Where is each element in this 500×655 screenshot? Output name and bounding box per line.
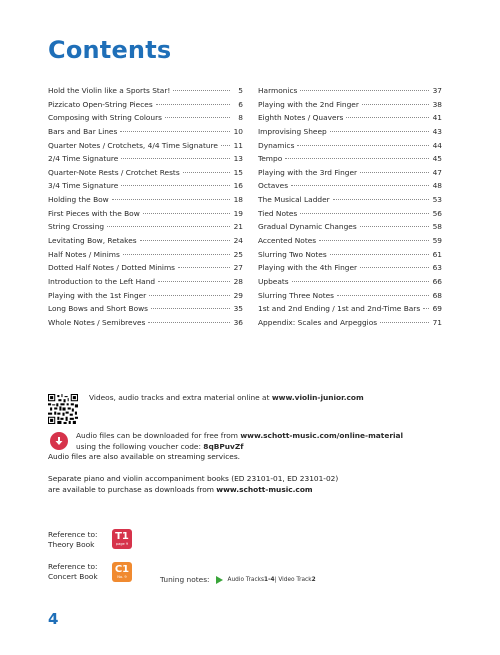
toc-dot-leader [423, 307, 429, 309]
toc-entry[interactable] [258, 152, 442, 166]
toc-entry-page: 29 [233, 290, 243, 300]
toc-dot-leader [291, 184, 429, 186]
reference-label: Reference to: [48, 530, 98, 539]
toc-entry[interactable] [48, 125, 243, 139]
toc-left-column [48, 84, 243, 330]
badge-code: C1 [114, 563, 130, 575]
toc-dot-leader [297, 144, 429, 146]
toc-entry[interactable] [48, 139, 243, 153]
toc-entry-title: Dynamics [258, 140, 295, 150]
reference-book-name: Theory Book [48, 540, 95, 549]
toc-entry-title: Pizzicato Open-String Pieces [48, 99, 153, 109]
toc-entry-title: Octaves [258, 181, 289, 191]
reference-label: Reference to: [48, 562, 98, 571]
toc-dot-leader [292, 280, 429, 282]
toc-dot-leader [362, 103, 429, 105]
concert-book-reference [48, 562, 98, 582]
toc-entry-page: 24 [233, 236, 243, 246]
toc-entry-title: Quarter Notes / Crotchets, 4/4 Time Signature [48, 140, 218, 150]
toc-entry[interactable] [258, 139, 442, 153]
toc-entry-title: Appendix: Scales and Arpeggios [258, 317, 378, 327]
toc-entry-title: First Pieces with the Bow [48, 208, 140, 218]
toc-entry-page: 6 [238, 99, 243, 109]
tuning-audio-prefix: Audio Tracks [227, 576, 265, 583]
toc-entry-title: Holding the Bow [48, 195, 109, 205]
toc-dot-leader [149, 294, 230, 296]
theory-book-reference [48, 530, 97, 550]
toc-entry[interactable] [258, 193, 442, 207]
toc-entry[interactable] [258, 302, 442, 316]
toc-dot-leader [143, 212, 230, 214]
toc-entry-page: 13 [233, 154, 243, 164]
toc-entry-page: 63 [432, 263, 442, 273]
toc-entry-title: Introduction to the Left Hand [48, 276, 156, 286]
toc-entry[interactable] [258, 234, 442, 248]
toc-entry-page: 25 [233, 249, 243, 259]
toc-entry[interactable] [258, 111, 442, 125]
toc-entry-title: 3/4 Time Signature [48, 181, 119, 191]
toc-entry-page: 43 [432, 126, 442, 136]
toc-entry-title: Accented Notes [258, 236, 317, 246]
badge-page: page 9 [115, 541, 129, 546]
toc-entry[interactable] [258, 98, 442, 112]
toc-dot-leader [121, 184, 230, 186]
toc-entry[interactable] [48, 111, 243, 125]
schott-url-link[interactable]: www.schott-music.com [216, 484, 313, 494]
toc-dot-leader [156, 103, 230, 105]
toc-dot-leader [123, 253, 230, 255]
toc-entry-title: Playing with the 4th Finger [258, 263, 358, 273]
toc-entry[interactable] [258, 289, 442, 303]
toc-entry-page: 38 [432, 99, 442, 109]
toc-entry-title: 1st and 2nd Ending / 1st and 2nd-Time Bars [258, 304, 421, 314]
badge-code: T1 [115, 530, 129, 542]
toc-entry-page: 69 [432, 304, 442, 314]
toc-entry[interactable] [48, 152, 243, 166]
toc-entry[interactable] [48, 84, 243, 98]
voucher-code: 8qBPuvZf [203, 441, 244, 451]
online-text: Videos, audio tracks and extra material online at [89, 393, 272, 402]
accompaniment-info [48, 474, 338, 495]
toc-entry[interactable] [258, 316, 442, 330]
toc-entry-title: Dotted Half Notes / Dotted Minims [48, 263, 176, 273]
tuning-video-track: 2 [311, 576, 316, 583]
toc-entry-title: Long Bows and Short Bows [48, 304, 148, 314]
toc-entry-title: Composing with String Colours [48, 113, 162, 123]
toc-entry[interactable] [48, 207, 243, 221]
toc-dot-leader [112, 198, 230, 200]
badge-number: No. 9 [117, 574, 127, 579]
voucher-label: using the following voucher code: [76, 441, 204, 451]
toc-entry-page: 27 [233, 263, 243, 273]
toc-entry-page: 44 [432, 140, 442, 150]
toc-entry-title: Upbeats [258, 276, 289, 286]
toc-entry-page: 71 [432, 317, 442, 327]
toc-entry-page: 16 [233, 181, 243, 191]
download-info [76, 431, 403, 452]
toc-dot-leader [380, 321, 429, 323]
toc-dot-leader [148, 321, 230, 323]
tuning-notes [160, 575, 316, 584]
toc-entry-page: 41 [432, 113, 442, 123]
toc-dot-leader [300, 212, 429, 214]
accompaniment-line2: are available to purchase as downloads from [48, 484, 217, 494]
toc-dot-leader [120, 130, 230, 132]
toc-dot-leader [221, 144, 230, 146]
toc-dot-leader [285, 157, 429, 159]
toc-entry-page: 35 [233, 304, 243, 314]
toc-right-column [258, 84, 442, 330]
toc-entry-page: 5 [238, 86, 243, 95]
toc-entry-title: Slurring Three Notes [258, 290, 335, 300]
toc-dot-leader [173, 89, 230, 91]
online-url-link[interactable]: www.violin-junior.com [271, 393, 364, 402]
toc-entry[interactable] [48, 248, 243, 262]
toc-entry-title: Improvising Sheep [258, 126, 327, 136]
toc-entry-page: 28 [233, 276, 243, 286]
toc-entry-title: Tied Notes [258, 208, 298, 218]
toc-entry-title: 2/4 Time Signature [48, 154, 119, 164]
toc-entry-page: 58 [432, 222, 442, 232]
toc-entry[interactable] [258, 207, 442, 221]
toc-entry-page: 8 [238, 113, 243, 123]
toc-entry-title: Eighth Notes / Quavers [258, 113, 344, 123]
toc-dot-leader [346, 116, 429, 118]
toc-entry-page: 15 [233, 167, 243, 177]
toc-entry-title: The Musical Ladder [258, 195, 330, 205]
online-material-text [89, 393, 364, 402]
toc-dot-leader [360, 225, 429, 227]
accompaniment-line1: Separate piano and violin accompaniment books (ED 23101-01, ED 23101-02) [48, 474, 339, 483]
toc-entry[interactable] [48, 179, 243, 193]
toc-dot-leader [337, 294, 429, 296]
toc-entry-title: Harmonics [258, 86, 298, 95]
toc-entry-title: Quarter-Note Rests / Crotchet Rests [48, 167, 180, 177]
toc-entry-title: Playing with the 3rd Finger [258, 167, 358, 177]
play-icon [216, 576, 223, 584]
toc-entry[interactable] [48, 316, 243, 330]
toc-entry[interactable] [48, 289, 243, 303]
tuning-label: Tuning notes: [160, 575, 210, 584]
toc-entry[interactable] [48, 98, 243, 112]
toc-entry[interactable] [258, 220, 442, 234]
toc-entry-title: Playing with the 1st Finger [48, 290, 147, 300]
toc-entry[interactable] [48, 234, 243, 248]
toc-entry-page: 36 [233, 317, 243, 327]
toc-entry-title: Half Notes / Minims [48, 249, 120, 259]
concert-book-badge-icon [112, 562, 132, 582]
toc-dot-leader [140, 239, 230, 241]
toc-dot-leader [121, 157, 230, 159]
toc-entry[interactable] [258, 166, 442, 180]
toc-entry[interactable] [258, 261, 442, 275]
toc-entry-page: 59 [432, 236, 442, 246]
toc-entry-title: Gradual Dynamic Changes [258, 222, 357, 232]
toc-dot-leader [319, 239, 429, 241]
toc-dot-leader [165, 116, 230, 118]
toc-entry-page: 48 [432, 181, 442, 191]
toc-dot-leader [333, 198, 429, 200]
qr-code-icon [48, 394, 78, 424]
download-line1: Audio files can be downloaded for free from [76, 431, 241, 440]
toc-entry-title: Hold the Violin like a Sports Star! [48, 86, 171, 95]
toc-entry-page: 10 [233, 126, 243, 136]
toc-entry[interactable] [48, 302, 243, 316]
download-url-link[interactable]: www.schott-music.com/online-material [240, 431, 404, 440]
toc-entry[interactable] [258, 275, 442, 289]
toc-entry[interactable] [48, 166, 243, 180]
toc-dot-leader [330, 253, 429, 255]
toc-entry-title: String Crossing [48, 222, 105, 232]
page-title: Contents [48, 36, 172, 64]
streaming-note: Audio files are also available on streaming services. [48, 452, 241, 461]
tuning-separator: | Video Track [274, 576, 312, 583]
toc-entry-page: 37 [432, 86, 442, 95]
toc-entry[interactable] [258, 248, 442, 262]
toc-entry[interactable] [48, 261, 243, 275]
toc-entry-page: 45 [432, 154, 442, 164]
toc-entry-page: 66 [432, 276, 442, 286]
tuning-audio-tracks: 1-4 [264, 576, 275, 583]
theory-book-badge-icon [112, 529, 132, 549]
toc-entry-page: 18 [233, 195, 243, 205]
toc-entry-page: 56 [432, 208, 442, 218]
toc-entry[interactable] [48, 220, 243, 234]
toc-entry[interactable] [48, 193, 243, 207]
toc-dot-leader [107, 225, 230, 227]
toc-entry[interactable] [48, 275, 243, 289]
toc-dot-leader [360, 266, 429, 268]
toc-dot-leader [183, 171, 230, 173]
toc-entry[interactable] [258, 84, 442, 98]
reference-book-name: Concert Book [48, 572, 98, 581]
toc-entry-page: 53 [432, 195, 442, 205]
toc-dot-leader [300, 89, 429, 91]
toc-dot-leader [158, 280, 230, 282]
toc-entry[interactable] [258, 179, 442, 193]
toc-entry-page: 19 [233, 208, 243, 218]
toc-dot-leader [330, 130, 429, 132]
page-number: 4 [48, 610, 59, 628]
toc-entry-page: 21 [233, 222, 243, 232]
toc-entry-page: 61 [432, 249, 442, 259]
toc-dot-leader [360, 171, 429, 173]
toc-dot-leader [178, 266, 230, 268]
toc-entry-page: 47 [432, 167, 442, 177]
toc-entry-title: Whole Notes / Semibreves [48, 317, 146, 327]
toc-entry-title: Levitating Bow, Retakes [48, 236, 137, 246]
toc-entry-title: Bars and Bar Lines [48, 126, 118, 136]
download-icon [50, 432, 68, 450]
toc-entry-title: Tempo [258, 154, 283, 164]
toc-entry-page: 11 [233, 140, 243, 150]
toc-entry[interactable] [258, 125, 442, 139]
toc-entry-page: 68 [432, 290, 442, 300]
toc-entry-title: Slurring Two Notes [258, 249, 327, 259]
toc-entry-title: Playing with the 2nd Finger [258, 99, 359, 109]
toc-dot-leader [151, 307, 230, 309]
